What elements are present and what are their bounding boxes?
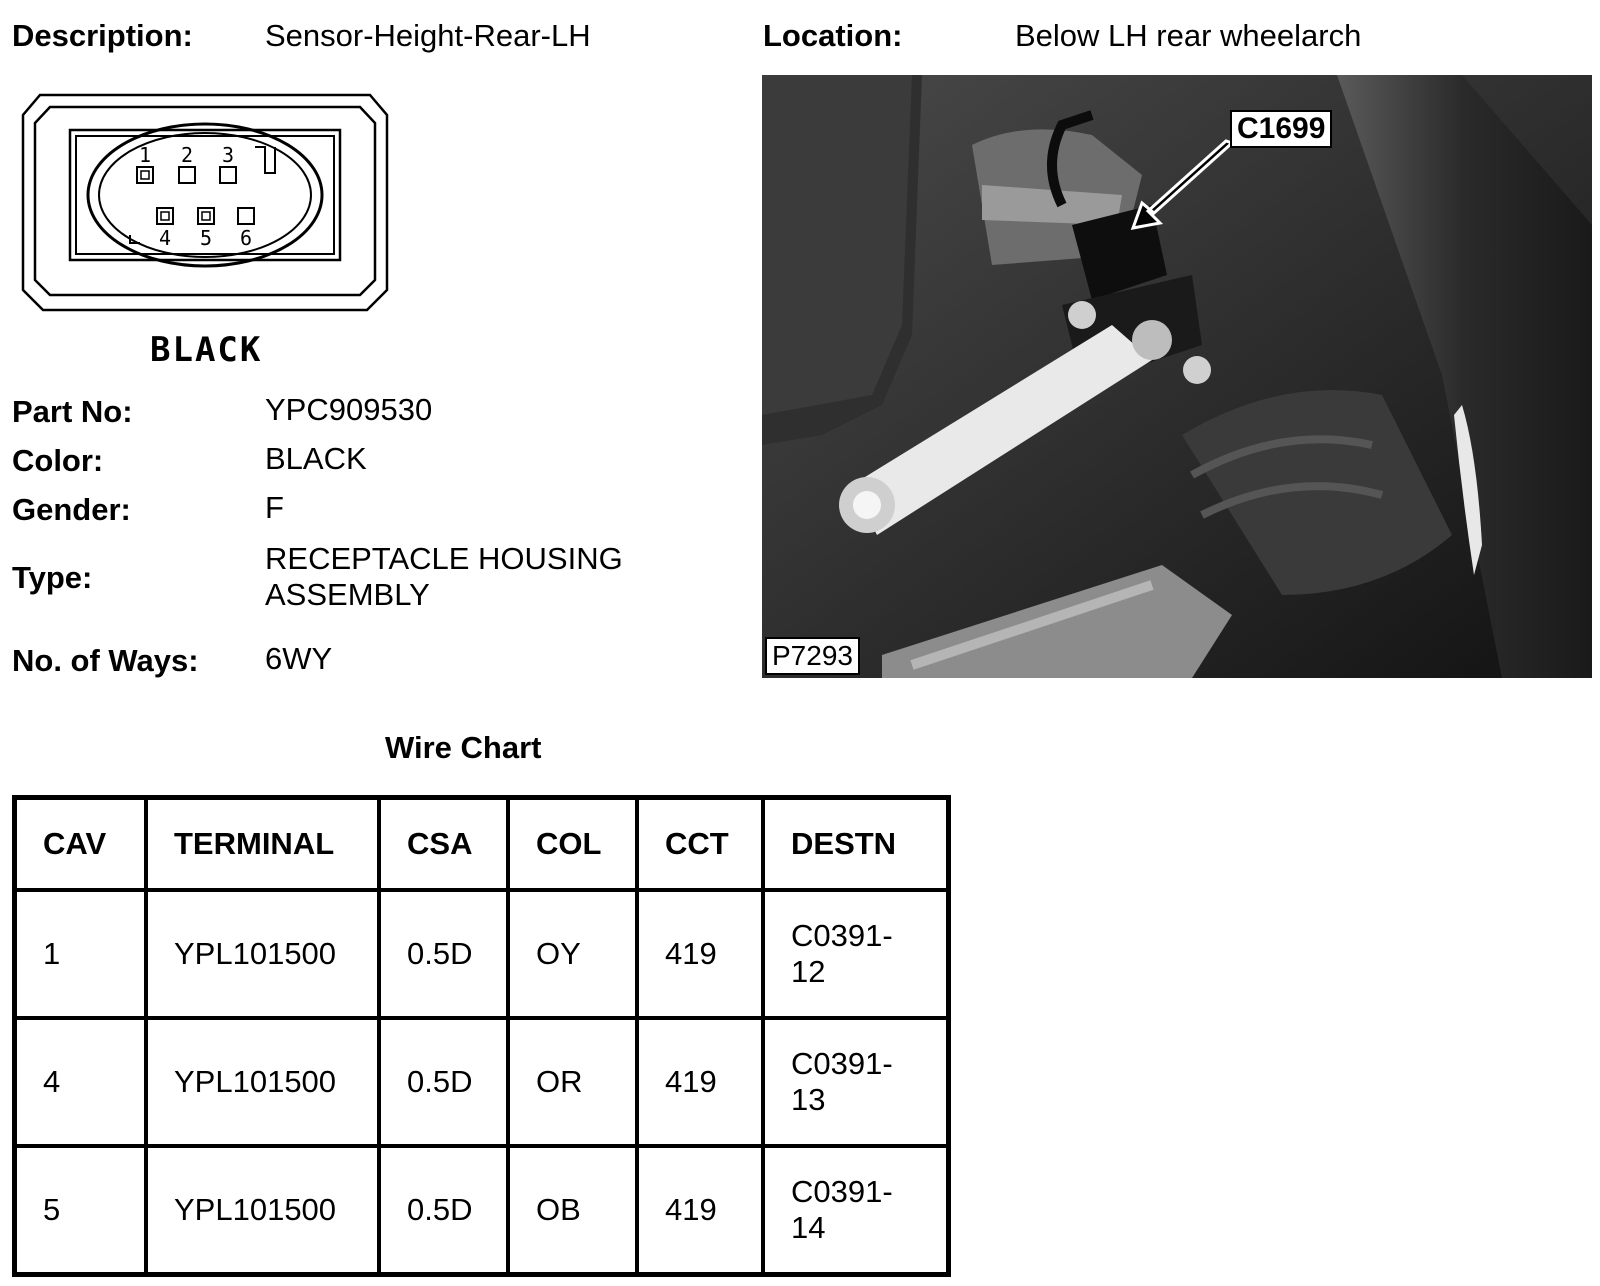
gender-label: Gender: bbox=[12, 492, 131, 527]
location-value: Below LH rear wheelarch bbox=[1015, 18, 1362, 53]
cavity-5 bbox=[198, 208, 214, 224]
table-row bbox=[15, 890, 949, 1018]
cell-terminal: YPL101500 bbox=[146, 1146, 379, 1275]
pin-number-3: 3 bbox=[221, 143, 235, 167]
ways-label: No. of Ways: bbox=[12, 643, 199, 678]
destn-line2: 14 bbox=[791, 1210, 826, 1245]
cell-terminal: YPL101500 bbox=[146, 890, 379, 1018]
location-photo bbox=[762, 75, 1592, 678]
pin-number-4: 4 bbox=[158, 226, 172, 250]
cavity-1 bbox=[137, 167, 153, 183]
connector-face-diagram bbox=[15, 85, 395, 325]
cell-cct: 419 bbox=[637, 890, 763, 1018]
destn-line1: C0391- bbox=[791, 1174, 893, 1209]
cell-destn bbox=[763, 1018, 949, 1146]
pin-number-6: 6 bbox=[239, 226, 253, 250]
wire-chart-table bbox=[12, 795, 951, 1277]
destn-line2: 13 bbox=[791, 1082, 826, 1117]
cell-cct: 419 bbox=[637, 1146, 763, 1275]
table-row bbox=[15, 1146, 949, 1275]
header-csa: CSA bbox=[379, 798, 508, 891]
cell-terminal: YPL101500 bbox=[146, 1018, 379, 1146]
cell-cav: 5 bbox=[15, 1146, 147, 1275]
table-header-row bbox=[15, 798, 949, 891]
cell-cav: 4 bbox=[15, 1018, 147, 1146]
part-no-value: YPC909530 bbox=[265, 392, 433, 427]
gender-value: F bbox=[265, 490, 284, 525]
wire-chart-title: Wire Chart bbox=[385, 730, 542, 765]
table-row bbox=[15, 1018, 949, 1146]
header-destn: DESTN bbox=[763, 798, 949, 891]
pin-number-2: 2 bbox=[180, 143, 194, 167]
connector-color-caption: BLACK bbox=[150, 330, 263, 370]
cell-destn bbox=[763, 890, 949, 1018]
header-cav: CAV bbox=[15, 798, 147, 891]
ways-value: 6WY bbox=[265, 641, 333, 676]
color-value: BLACK bbox=[265, 441, 367, 476]
destn-line1: C0391- bbox=[791, 1046, 893, 1081]
connector-callout-label: C1699 bbox=[1230, 110, 1332, 148]
color-label: Color: bbox=[12, 443, 104, 478]
cell-cct: 419 bbox=[637, 1018, 763, 1146]
header-cct: CCT bbox=[637, 798, 763, 891]
pin-number-5: 5 bbox=[199, 226, 213, 250]
header-col: COL bbox=[508, 798, 637, 891]
destn-line1: C0391- bbox=[791, 918, 893, 953]
cell-col: OR bbox=[508, 1018, 637, 1146]
cavity-6 bbox=[238, 208, 254, 224]
type-value-line1: RECEPTACLE HOUSING bbox=[265, 541, 623, 576]
cavity-4 bbox=[157, 208, 173, 224]
cell-col: OB bbox=[508, 1146, 637, 1275]
cell-cav: 1 bbox=[15, 890, 147, 1018]
type-label: Type: bbox=[12, 560, 93, 595]
destn-line2: 12 bbox=[791, 954, 826, 989]
cell-col: OY bbox=[508, 890, 637, 1018]
cell-csa: 0.5D bbox=[379, 1146, 508, 1275]
type-value-line2: ASSEMBLY bbox=[265, 577, 430, 612]
location-label: Location: bbox=[763, 18, 903, 53]
description-value: Sensor-Height-Rear-LH bbox=[265, 18, 591, 53]
pin-number-1: 1 bbox=[138, 143, 152, 167]
cavity-2 bbox=[179, 167, 195, 183]
cavity-3 bbox=[220, 167, 236, 183]
cell-csa: 0.5D bbox=[379, 890, 508, 1018]
description-label: Description: bbox=[12, 18, 193, 53]
photo-reference-label: P7293 bbox=[765, 637, 860, 675]
part-no-label: Part No: bbox=[12, 394, 133, 429]
cell-csa: 0.5D bbox=[379, 1018, 508, 1146]
header-terminal: TERMINAL bbox=[146, 798, 379, 891]
cell-destn bbox=[763, 1146, 949, 1275]
